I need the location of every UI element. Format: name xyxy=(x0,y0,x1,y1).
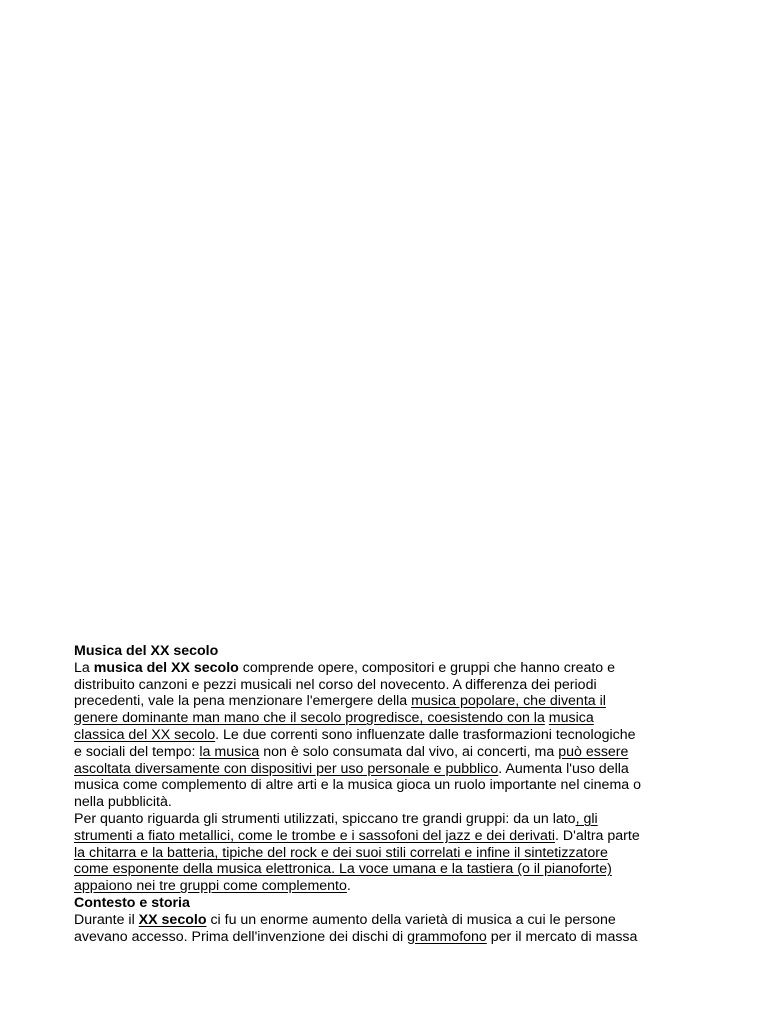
text-run: La xyxy=(74,659,94,676)
paragraph-line xyxy=(74,878,704,895)
paragraph-line xyxy=(74,727,704,744)
link-musica-popolare-cont[interactable]: genere dominante man mano che il secolo progredisce, coesistendo con la xyxy=(74,710,545,727)
link-strumenti-fiato[interactable]: , gli xyxy=(575,810,598,827)
article-text xyxy=(74,643,704,945)
link-puo-essere-cont[interactable]: ascoltata diversamente con dispositivi per uso personale e pubblico xyxy=(74,760,499,777)
paragraph-line xyxy=(74,744,704,761)
paragraph-line xyxy=(74,845,704,862)
link-puo-essere[interactable]: può essere xyxy=(558,743,629,760)
link-grammofono[interactable]: grammofono xyxy=(407,928,487,945)
paragraph-line xyxy=(74,828,704,845)
text-run: Durante il xyxy=(74,911,139,928)
paragraph-line: distribuito canzoni e pezzi musicali nel corso del novecento. A differenza dei periodi xyxy=(74,676,597,693)
bold-term: musica del XX secolo xyxy=(93,659,239,676)
paragraph-line xyxy=(74,861,704,878)
text-run: . Le due correnti sono influenzate dalle trasformazioni tecnologiche xyxy=(215,726,636,743)
paragraph-line xyxy=(74,693,704,710)
text-run: e sociali del tempo: xyxy=(74,743,200,760)
paragraph-line xyxy=(74,761,704,778)
text-run: non è solo consumata dal vivo, ai concerti, ma xyxy=(259,743,559,760)
link-complemento[interactable]: appaiono nei tre gruppi come complemento xyxy=(74,878,347,895)
text-run: ci fu un enorme aumento della varietà di musica a cui le persone xyxy=(206,911,616,928)
text-run: Per quanto riguarda gli strumenti utilizzati, spiccano tre grandi gruppi: da un lato xyxy=(74,810,576,827)
paragraph-line: musica come complemento di altre arti e la musica gioca un ruolo importante nel cinema o xyxy=(74,777,641,794)
paragraph-line xyxy=(74,660,704,677)
text-run: comprende opere, compositori e gruppi che hanno creato e xyxy=(238,659,616,676)
link-musica-classica-cont[interactable]: classica del XX secolo xyxy=(74,726,216,743)
link-strumenti-fiato-cont[interactable]: strumenti a fiato metallici, come le trombe e i sassofoni del jazz e dei derivati xyxy=(74,827,556,844)
section-subheading: Contesto e storia xyxy=(74,894,190,911)
link-musica-elettronica[interactable]: come esponente della musica elettronica. La voce umana e la tastiera (o il pianoforte) xyxy=(74,861,612,878)
paragraph-line: nella pubblicità. xyxy=(74,794,172,811)
text-run: avevano accesso. Prima dell'invenzione dei dischi di xyxy=(74,928,408,945)
paragraph-line xyxy=(74,912,704,929)
paragraph-line xyxy=(74,929,704,946)
text-run: . D'altra parte xyxy=(555,827,640,844)
article-heading: Musica del XX secolo xyxy=(74,643,219,659)
link-la-musica[interactable]: la musica xyxy=(199,743,260,760)
text-run: . xyxy=(346,878,351,895)
link-xx-secolo[interactable]: XX secolo xyxy=(138,911,207,928)
text-run: per il mercato di massa xyxy=(486,928,638,945)
link-musica-classica[interactable]: musica xyxy=(548,710,594,727)
text-run: . Aumenta l'uso della xyxy=(498,760,629,777)
link-chitarra-batteria[interactable]: la chitarra e la batteria, tipiche del rock e dei suoi stili correlati e infine il sintetizzatore xyxy=(74,844,608,861)
text-run: precedenti, vale la pena menzionare l'emergere della xyxy=(74,693,412,710)
link-musica-popolare[interactable]: musica popolare, che diventa il xyxy=(411,693,606,710)
paragraph-line xyxy=(74,811,704,828)
paragraph-line xyxy=(74,710,704,727)
